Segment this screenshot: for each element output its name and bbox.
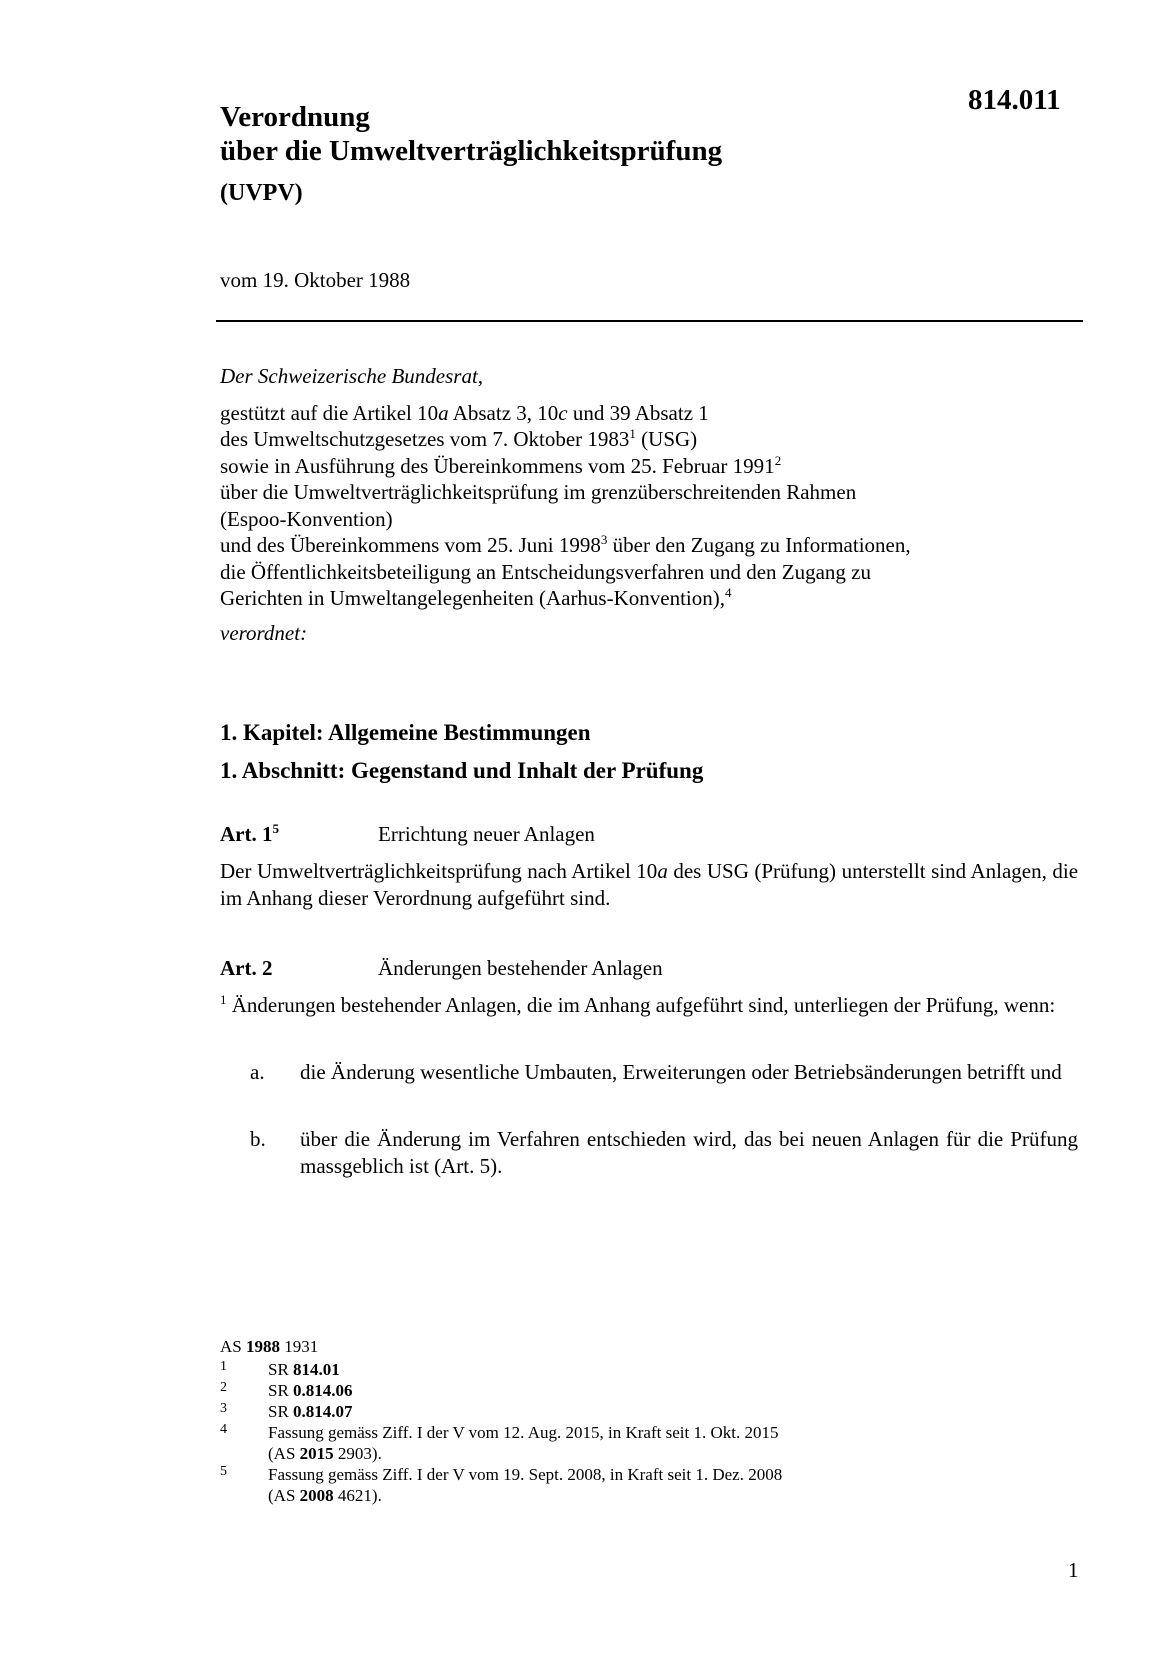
article-text: des USG (Prüfung) unterstellt sind Anlagen, die im Anhang dieser Verordnung aufgeführt sind. <box>220 859 1079 910</box>
preamble-text: (USG) <box>635 427 698 451</box>
preamble-text: des Umweltschutzgesetzes vom 7. Oktober 1983 <box>220 427 630 451</box>
footnote-text: 1988 <box>245 1337 280 1356</box>
footnote-text: (AS <box>268 1444 300 1463</box>
article-number-text: Art. 1 <box>220 822 273 846</box>
footnote-text: 2903). <box>333 1444 382 1463</box>
title-line-2: über die Umweltverträglichkeitsprüfung <box>220 135 723 167</box>
footnote-link[interactable]: 2008 <box>299 1486 334 1505</box>
document-date: vom 19. Oktober 1988 <box>220 268 411 292</box>
list-letter: b. <box>250 1127 266 1151</box>
list-text: über die Änderung im Verfahren entschieden wird, das bei neuen Anlagen für die Prüfung massgeblich ist (Art. 5). <box>300 1127 1078 1178</box>
footnote-text: (AS <box>268 1486 300 1505</box>
article-2-item-b <box>250 1126 1078 1180</box>
preamble-text: c <box>558 400 568 425</box>
preamble-line: die Öffentlichkeitsbeteiligung an Entscheidungsverfahren und den Zugang zu <box>220 559 871 584</box>
article-2-item-a <box>250 1059 1078 1086</box>
footnote-1 <box>220 1359 1080 1380</box>
as-reference <box>220 1336 1080 1357</box>
list-letter: a. <box>250 1060 265 1084</box>
article-text: Änderungen bestehender Anlagen, die im Anhang aufgeführt sind, unterliegen der Prüfung, wenn: <box>226 993 1056 1017</box>
footnote-number: 1 <box>220 1359 227 1374</box>
preamble-line: (Espoo-Konvention) <box>220 506 393 531</box>
preamble-text: über den Zugang zu Informationen, <box>607 533 911 557</box>
footnote-2 <box>220 1380 1080 1401</box>
article-text: Der Umweltverträglichkeitsprüfung nach Artikel 10 <box>220 859 658 883</box>
preamble-text: gestützt auf die Artikel 10 <box>220 400 439 425</box>
preamble-text: und des Übereinkommens vom 25. Juni 1998 <box>220 533 601 557</box>
footnote-link[interactable]: 0.814.06 <box>293 1381 353 1400</box>
footnote-text: SR <box>268 1360 294 1379</box>
article-1-number <box>220 822 378 847</box>
footnote-link[interactable]: 2015 <box>299 1444 334 1463</box>
preamble-verordnet: verordnet: <box>220 620 308 645</box>
footnote-as <box>268 1443 1080 1464</box>
preamble-text: sowie in Ausführung des Übereinkommens vom 25. Februar 1991 <box>220 453 775 478</box>
preamble <box>220 363 1080 646</box>
preamble-line <box>220 585 1080 612</box>
footnote-ref[interactable]: 2 <box>774 452 782 468</box>
article-1-text <box>220 858 1078 912</box>
sr-number: 814.011 <box>968 84 1061 116</box>
preamble-line <box>220 453 1080 480</box>
preamble-text: Gerichten in Umweltangelegenheiten (Aarhus-Konvention), <box>220 586 725 610</box>
footnote-number: 4 <box>220 1422 227 1437</box>
article-2-title: Änderungen bestehender Anlagen <box>378 956 663 980</box>
footnote-5 <box>220 1464 1080 1506</box>
footnote-text: 1931 <box>279 1337 319 1356</box>
chapter-heading: 1. Kapitel: Allgemeine Bestimmungen <box>220 720 591 745</box>
title-line-1: Verordnung <box>220 101 370 133</box>
document-abbreviation: (UVPV) <box>220 180 303 206</box>
page-number: 1 <box>1068 1558 1079 1582</box>
preamble-line: über die Umweltverträglichkeitsprüfung im grenzüberschreitenden Rahmen <box>220 480 857 504</box>
article-text: a <box>657 859 668 883</box>
footnote-3 <box>220 1401 1080 1422</box>
footnote-number: 3 <box>220 1401 227 1416</box>
article-1-heading <box>220 822 595 847</box>
preamble-text: Absatz 3, 10 <box>448 400 559 425</box>
footnote-4 <box>220 1422 1080 1464</box>
footnote-text: 4621). <box>333 1486 382 1505</box>
preamble-line <box>220 400 1080 427</box>
footnote-link[interactable]: 814.01 <box>293 1360 340 1379</box>
article-2-paragraph-1 <box>220 992 1078 1019</box>
header-divider <box>216 320 1083 322</box>
list-text: die Änderung wesentliche Umbauten, Erweiterungen oder Betriebsänderungen betrifft und <box>300 1060 1062 1084</box>
footnote-text: SR <box>268 1402 294 1421</box>
footnote-text: Fassung gemäss Ziff. I der V vom 19. Sept. 2008, in Kraft seit 1. Dez. 2008 <box>268 1465 783 1484</box>
footnote-text: AS <box>220 1337 246 1356</box>
footnote-ref[interactable]: 4 <box>725 585 732 600</box>
preamble-text: a <box>438 400 449 425</box>
footnotes <box>220 1336 1080 1506</box>
preamble-line <box>220 532 1080 559</box>
preamble-line <box>220 426 1080 453</box>
article-2-heading <box>220 956 663 981</box>
footnote-ref[interactable]: 5 <box>272 821 279 836</box>
paragraph-number: 1 <box>220 992 227 1007</box>
footnote-ref[interactable]: 3 <box>600 532 608 547</box>
footnote-link[interactable]: 0.814.07 <box>293 1402 353 1421</box>
footnote-text: SR <box>268 1381 294 1400</box>
article-1-title: Errichtung neuer Anlagen <box>378 822 595 846</box>
section-heading: 1. Abschnitt: Gegenstand und Inhalt der Prüfung <box>220 758 704 783</box>
footnote-as <box>268 1485 1080 1506</box>
document-title <box>220 100 722 168</box>
preamble-intro: Der Schweizerische Bundesrat, <box>220 364 484 388</box>
footnote-ref[interactable]: 1 <box>629 426 636 441</box>
article-2-number: Art. 2 <box>220 956 273 980</box>
footnote-number: 5 <box>220 1464 227 1479</box>
footnote-text: Fassung gemäss Ziff. I der V vom 12. Aug. 2015, in Kraft seit 1. Okt. 2015 <box>268 1423 779 1442</box>
preamble-text: und 39 Absatz 1 <box>567 400 709 425</box>
footnote-number: 2 <box>220 1380 227 1395</box>
